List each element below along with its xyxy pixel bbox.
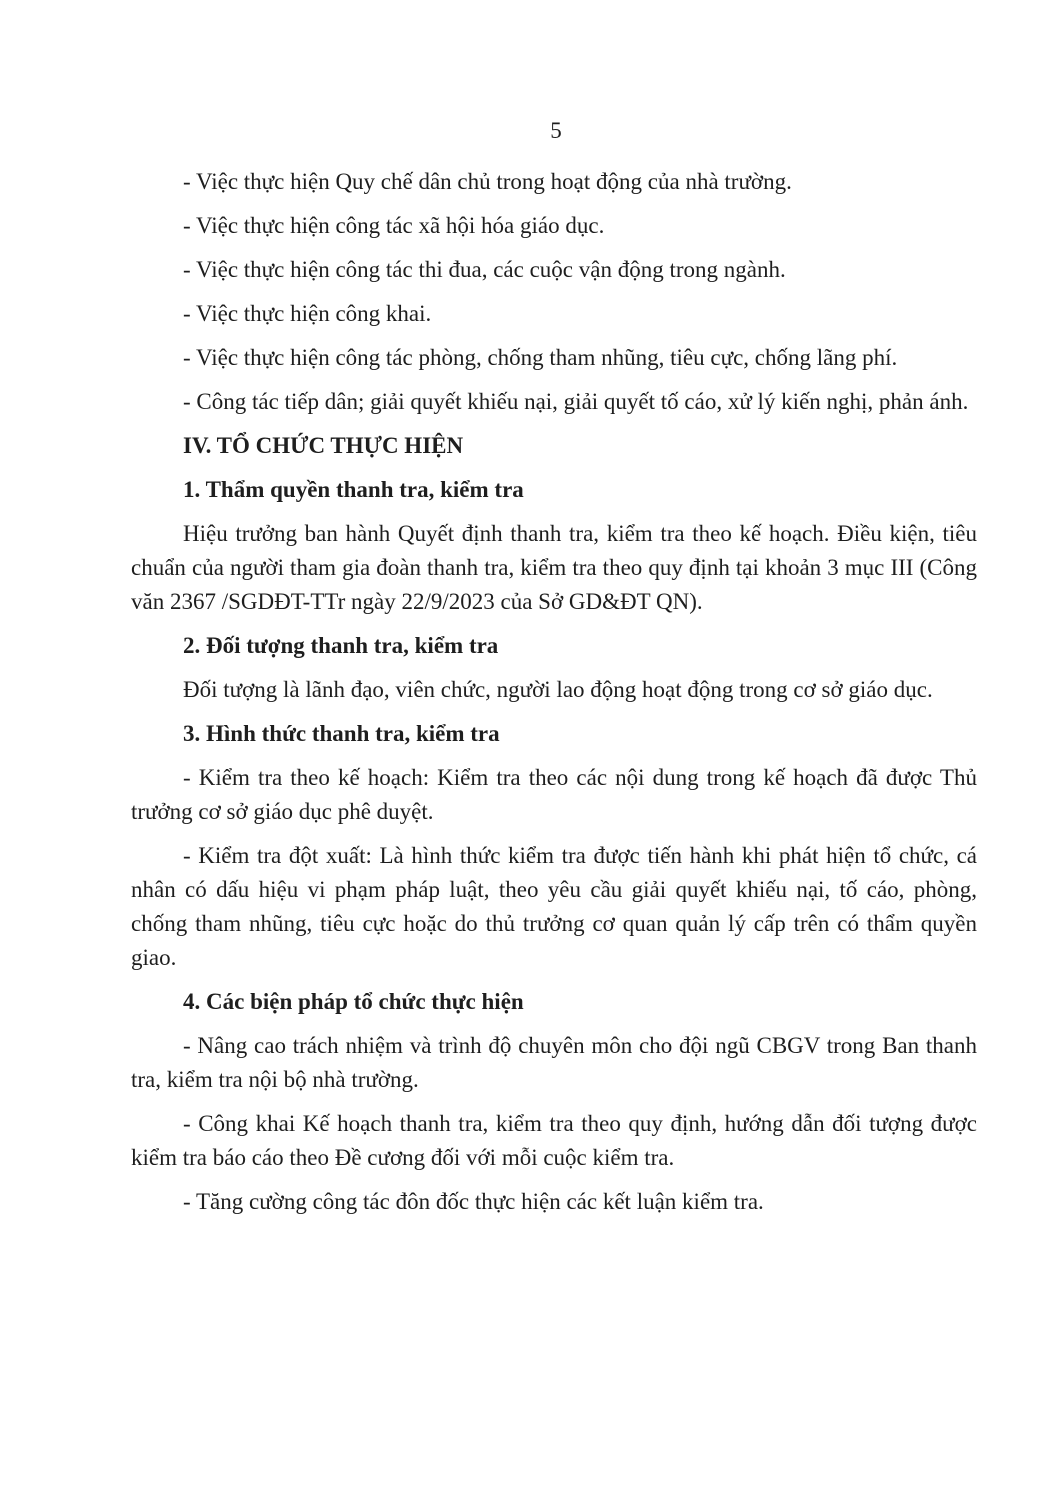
content-item: - Việc thực hiện công tác thi đua, các cuộc vận động trong ngành. <box>183 257 786 282</box>
content-item: - Việc thực hiện công tác xã hội hóa giáo dục. <box>183 213 605 238</box>
subsection-heading: 3. Hình thức thanh tra, kiểm tra <box>183 721 500 746</box>
subsection-heading: 2. Đối tượng thanh tra, kiểm tra <box>183 633 499 658</box>
content-item: - Nâng cao trách nhiệm và trình độ chuyên môn cho đội ngũ CBGV trong Ban thanh tra, kiểm tra nội bộ nhà trường. <box>131 1033 977 1092</box>
page-number: 5 <box>550 118 562 143</box>
content-item: - Công tác tiếp dân; giải quyết khiếu nại, giải quyết tố cáo, xử lý kiến nghị, phản ánh. <box>183 389 969 414</box>
content-item: - Kiểm tra theo kế hoạch: Kiểm tra theo các nội dung trong kế hoạch đã được Thủ trưởng cơ sở giáo dục phê duyệt. <box>131 765 977 824</box>
content-item: - Việc thực hiện Quy chế dân chủ trong hoạt động của nhà trường. <box>183 169 792 194</box>
content-item: - Kiểm tra đột xuất: Là hình thức kiểm tra được tiến hành khi phát hiện tổ chức, cá nhân có dấu hiệu vi phạm pháp luật, theo yêu cầu giải quyết khiếu nại, tố cáo, phòng, chống tham nhũng, tiêu cực hoặc do thủ trưởng cơ quan quản lý cấp trên có thẩm quyền giao. <box>131 843 977 970</box>
paragraph: Hiệu trưởng ban hành Quyết định thanh tra, kiểm tra theo kế hoạch. Điều kiện, tiêu chuẩn của người tham gia đoàn thanh tra, kiểm tra theo quy định tại khoản 3 mục III (Công văn 2367 /SGDĐT-TTr ngày 22/9/2023 của Sở GD&ĐT QN). <box>131 521 977 614</box>
section-heading: IV. TỔ CHỨC THỰC HIỆN <box>183 433 464 458</box>
content-item: - Việc thực hiện công tác phòng, chống tham nhũng, tiêu cực, chống lãng phí. <box>183 345 898 370</box>
content-item: - Việc thực hiện công khai. <box>183 301 432 326</box>
paragraph: Đối tượng là lãnh đạo, viên chức, người lao động hoạt động trong cơ sở giáo dục. <box>183 677 933 702</box>
content-item: - Tăng cường công tác đôn đốc thực hiện các kết luận kiểm tra. <box>183 1189 764 1214</box>
subsection-heading: 1. Thẩm quyền thanh tra, kiểm tra <box>183 477 524 502</box>
document-body <box>131 165 977 1229</box>
content-item: - Công khai Kế hoạch thanh tra, kiểm tra theo quy định, hướng dẫn đối tượng được kiểm tra báo cáo theo Đề cương đối với mỗi cuộc kiểm tra. <box>131 1111 977 1170</box>
subsection-heading: 4. Các biện pháp tổ chức thực hiện <box>183 989 524 1014</box>
